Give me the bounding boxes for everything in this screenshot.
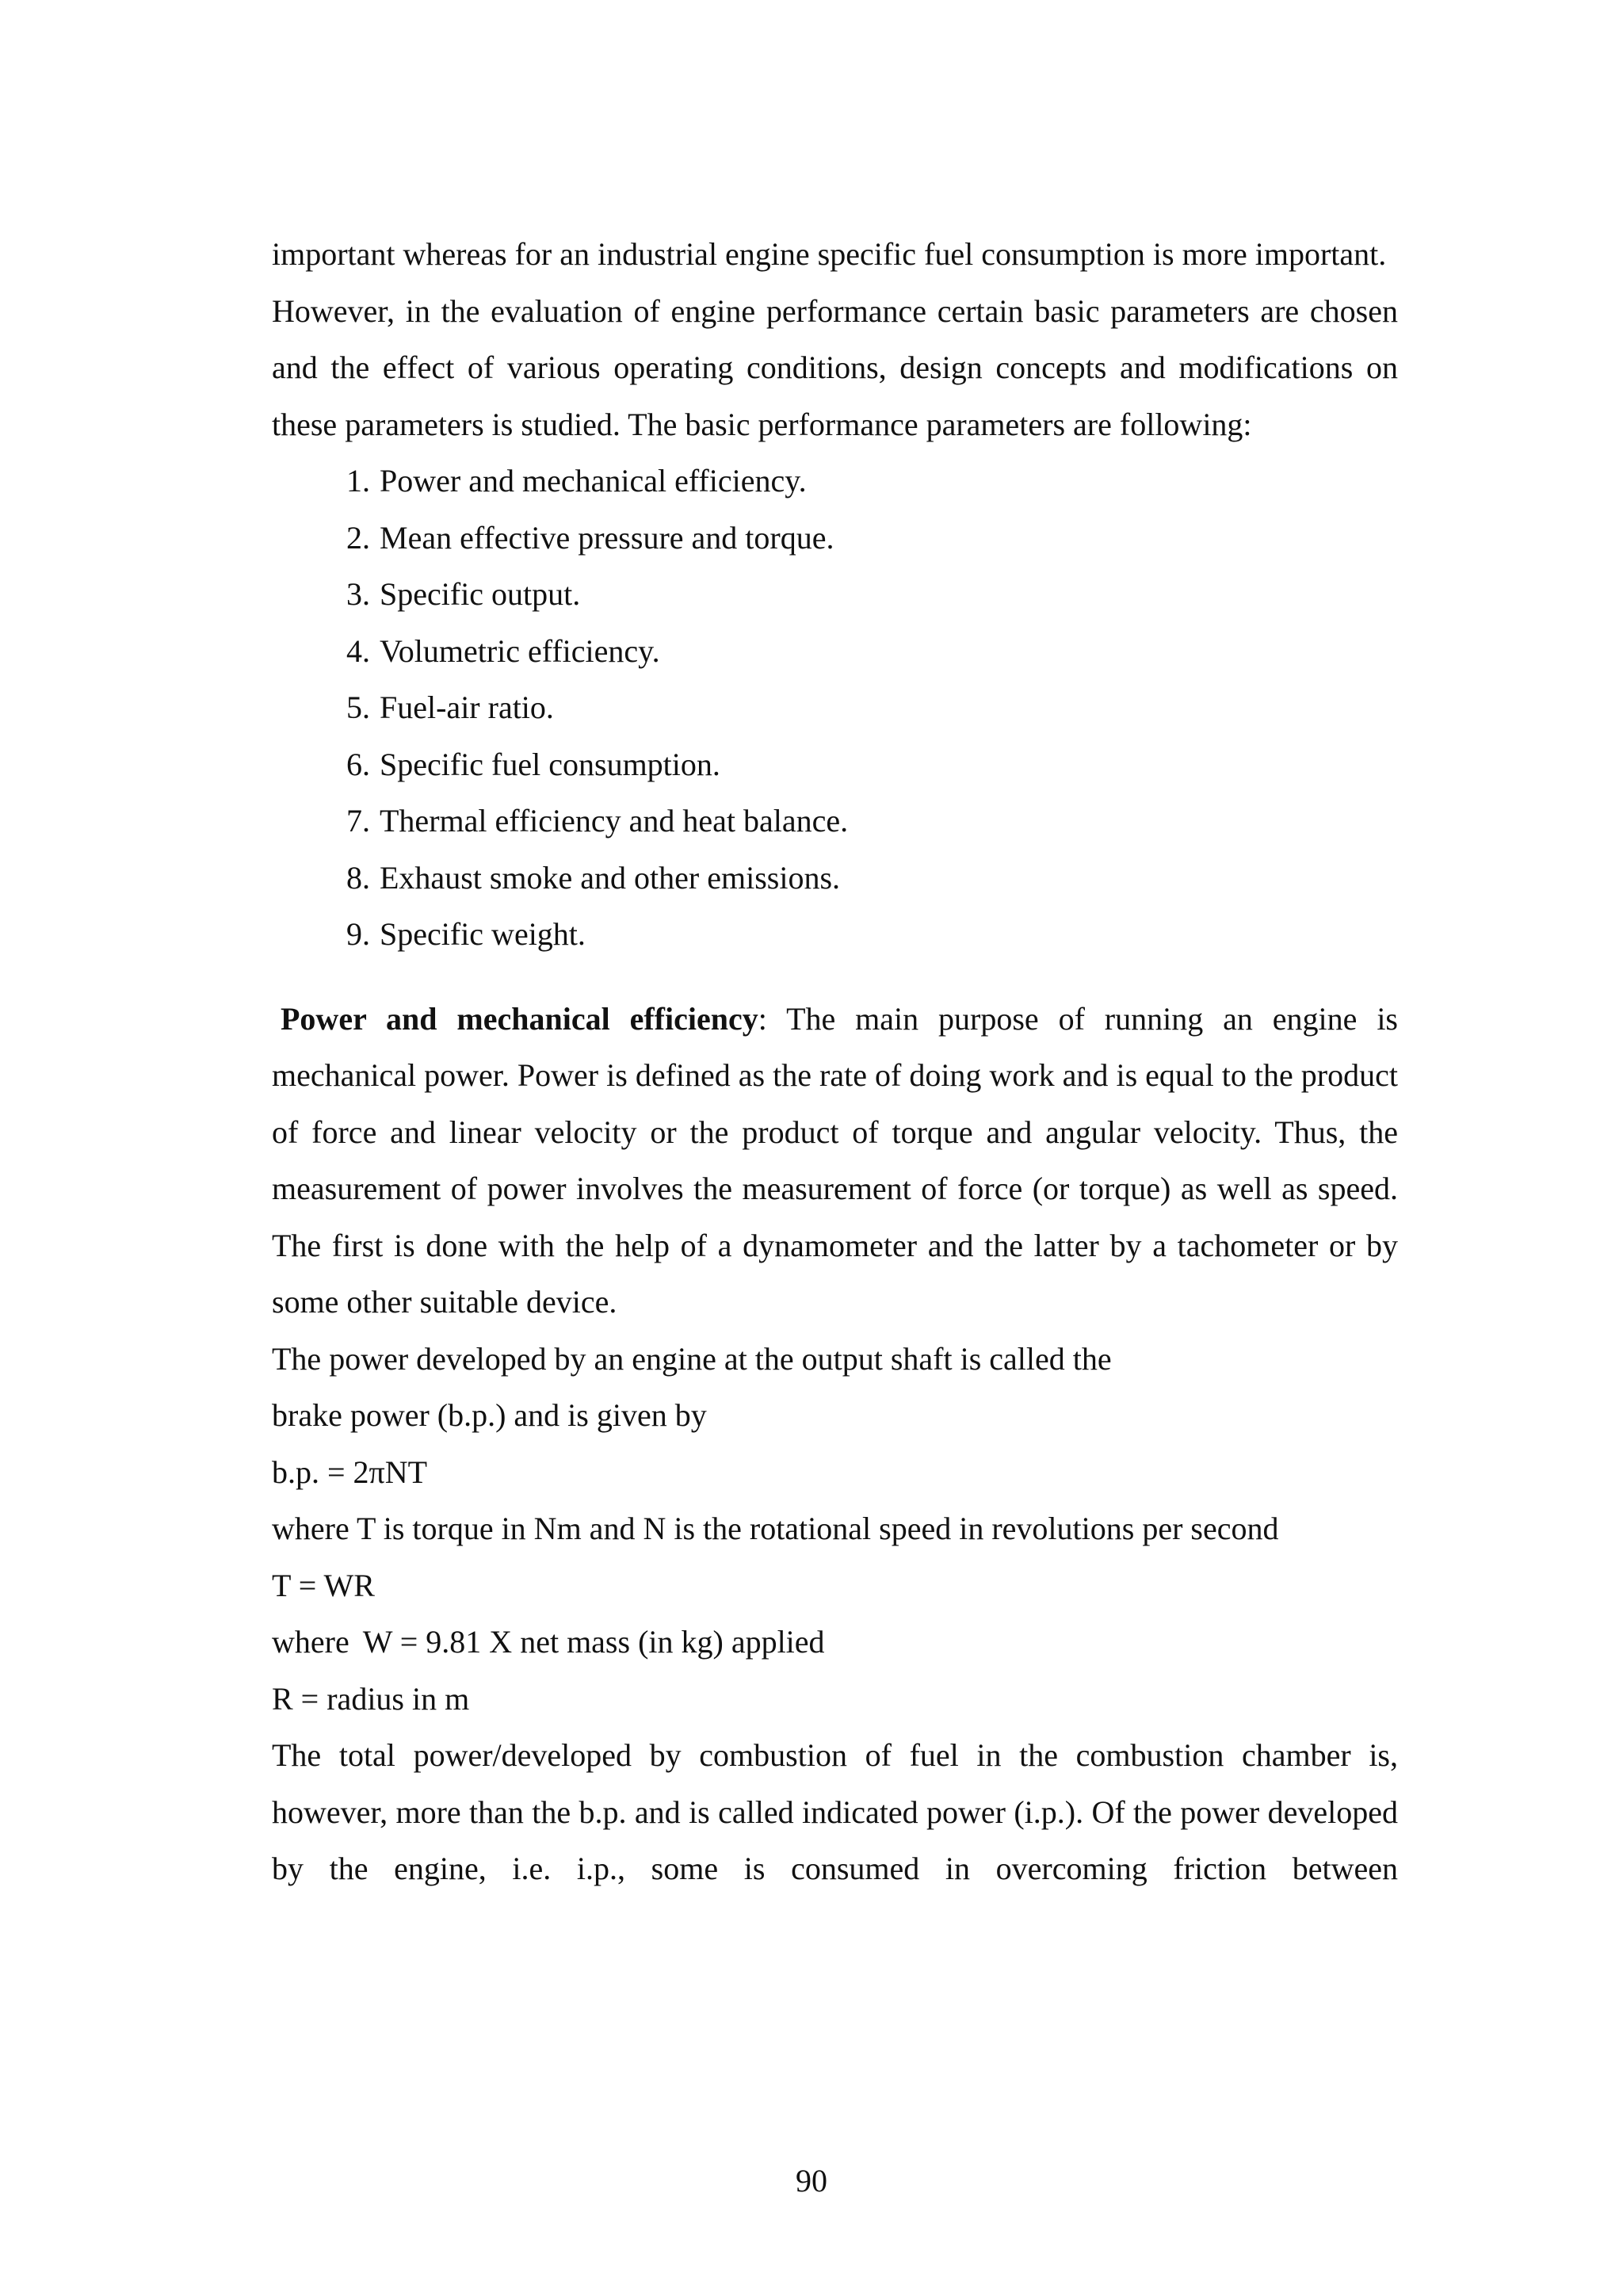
list-item-number: 9. xyxy=(346,916,370,952)
section-heading: Power and mechanical efficiency xyxy=(281,1000,758,1037)
list-item-text: Volumetric efficiency. xyxy=(380,632,660,669)
list-item-number: 4. xyxy=(346,632,370,669)
list-item-text: Specific fuel consumption. xyxy=(380,746,720,782)
power-line-2: brake power (b.p.) and is given by xyxy=(272,1397,707,1433)
list-item-text: Specific output. xyxy=(380,576,581,612)
list-item-number: 8. xyxy=(346,859,370,896)
list-item-number: 7. xyxy=(346,803,370,839)
list-item-number: 1. xyxy=(346,463,370,499)
list-item-number: 3. xyxy=(346,576,370,612)
list-item-text: Mean effective pressure and torque. xyxy=(380,519,834,556)
power-line-1: The power developed by an engine at the output shaft is called the xyxy=(272,1340,1112,1377)
page-body xyxy=(272,226,1398,1897)
list-item xyxy=(272,623,1398,680)
performance-parameters-list xyxy=(272,453,1398,963)
list-item xyxy=(272,566,1398,623)
closing-paragraph: The total power/developed by combustion of fuel in the combustion chamber is, however, more than the b.p. and is called indicated power (i.p.). Of the power developed by the engine, i.e. i.p., some is consumed in overcoming friction between xyxy=(272,1737,1398,1886)
radius-line: R = radius in m xyxy=(272,1680,470,1717)
list-item xyxy=(272,850,1398,907)
list-item-text: Specific weight. xyxy=(380,916,586,952)
list-item xyxy=(272,793,1398,850)
where-torque-line: where T is torque in Nm and N is the rotational speed in revolutions per second xyxy=(272,1511,1279,1546)
page-number: 90 xyxy=(796,2163,827,2199)
intro-paragraph-1: important whereas for an industrial engine specific fuel consumption is more important. xyxy=(272,236,1387,272)
list-item-number: 2. xyxy=(346,519,370,556)
formula-brake-power: b.p. = 2πNT xyxy=(272,1454,428,1490)
list-item-text: Fuel-air ratio. xyxy=(380,690,554,725)
formula-torque: T = WR xyxy=(272,1567,375,1603)
intro-paragraph-2: However, in the evaluation of engine performance certain basic parameters are chosen and the effect of various operating conditions, design concepts and modifications on these parameters is studied. The basic performance parameters are following: xyxy=(272,292,1398,442)
list-item xyxy=(272,510,1398,567)
list-item xyxy=(272,679,1398,736)
power-paragraph xyxy=(272,991,1398,1331)
where-weight-line xyxy=(272,1614,1398,1671)
power-section xyxy=(272,991,1398,1897)
list-item xyxy=(272,736,1398,793)
list-item-text: Thermal efficiency and heat balance. xyxy=(380,803,849,839)
list-item-text: Exhaust smoke and other emissions. xyxy=(380,859,841,896)
list-item xyxy=(272,453,1398,510)
heading-colon: : xyxy=(758,1000,767,1037)
list-item-number: 6. xyxy=(346,746,370,782)
where-label: where xyxy=(272,1624,349,1660)
list-item xyxy=(272,906,1398,963)
power-paragraph-body: The main purpose of running an engine is mechanical power. Power is defined as the rate of doing work and is equal to the product of force and linear velocity or the product of torque and angular velocity. Thus, the measurement of power involves the measurement of force (or torque) as well as speed. The first is done with the help of a dynamometer and the latter by a tachometer or by some other suitable device. xyxy=(272,1000,1399,1320)
list-item-text: Power and mechanical efficiency. xyxy=(380,463,807,499)
weight-definition: W = 9.81 X net mass (in kg) applied xyxy=(362,1624,825,1660)
list-item-number: 5. xyxy=(346,690,370,725)
